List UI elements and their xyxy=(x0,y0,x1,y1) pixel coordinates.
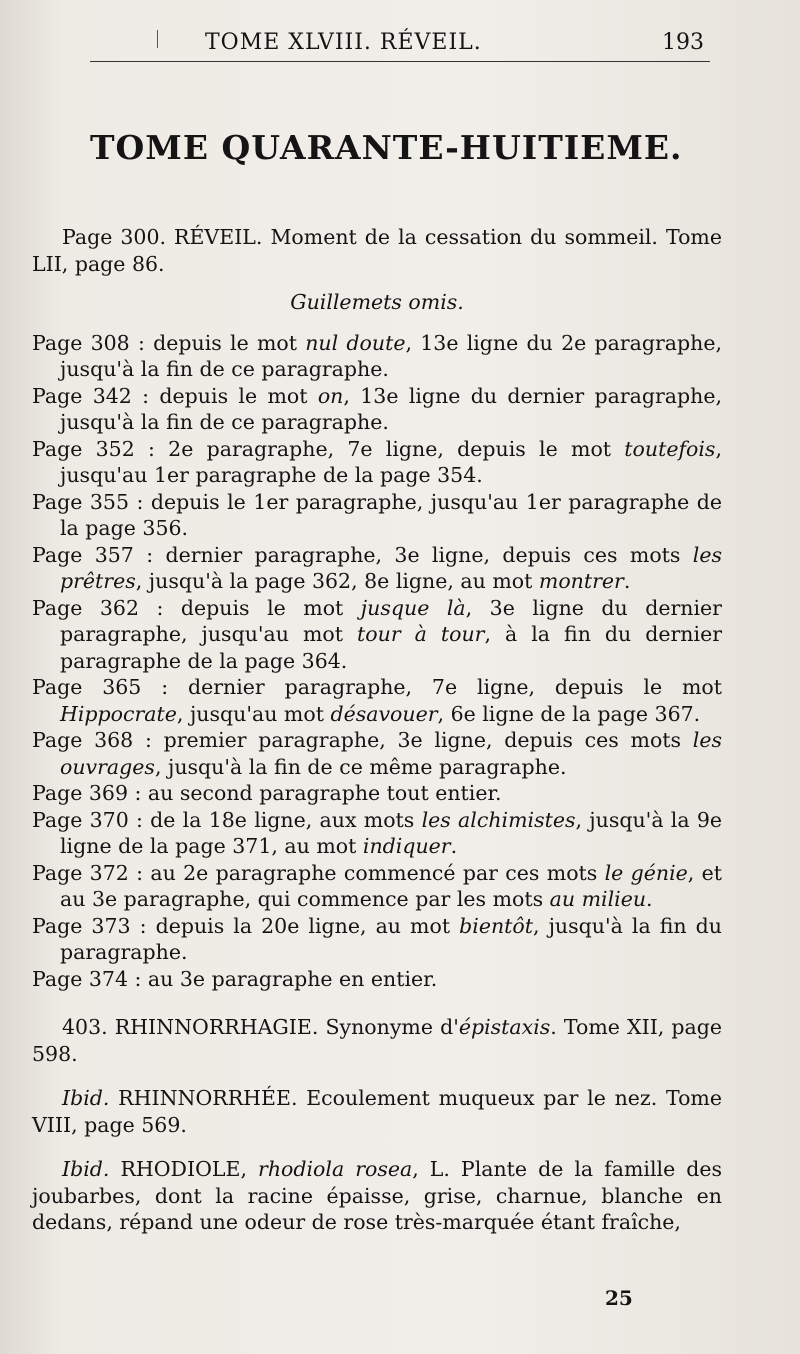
intro-line-1: Page 300. RÉVEIL. Moment de la cessation du sommeil. xyxy=(62,225,658,249)
italic-term: rhodiola rosea xyxy=(258,1157,413,1181)
dictionary-entry xyxy=(32,1156,722,1236)
text-run: Page 368 : premier paragraphe, 3e ligne, depuis ces mots xyxy=(32,728,693,752)
italic-term: au milieu xyxy=(549,887,647,911)
quote-list xyxy=(32,330,722,993)
text-run: Page 370 : de la 18e ligne, aux mots xyxy=(32,807,422,832)
intro-line-2: Tome LII, page 86. xyxy=(32,225,722,276)
italic-term: tour à tour xyxy=(357,622,485,646)
italic-term: indiquer xyxy=(362,834,451,858)
text-run: Page 373 : depuis la 20e ligne, au mot xyxy=(32,913,460,938)
running-title: TOME XLVIII. RÉVEIL. xyxy=(205,30,482,55)
quote-entry xyxy=(32,436,722,489)
text-run: , jusqu'à la page 362, 8e ligne, au mot xyxy=(135,569,539,593)
text-run: , et au 3e paragraphe, qui commence par les mots xyxy=(60,860,722,911)
text-run: . xyxy=(646,887,653,911)
italic-term: désavouer xyxy=(330,701,438,726)
quote-entry xyxy=(32,489,722,542)
running-head xyxy=(0,30,800,70)
signature-mark: 25 xyxy=(605,1286,633,1310)
text-run: Page 308 : depuis le mot xyxy=(32,330,306,355)
dictionary-entry xyxy=(32,1085,722,1138)
intro-paragraph xyxy=(32,224,722,277)
text-run: Page 355 : depuis le 1er paragraphe, jusqu'au 1er paragraphe de la page 356. xyxy=(32,489,722,540)
italic-term: toutefois xyxy=(624,436,716,461)
italic-term: les alchimistes xyxy=(421,807,576,832)
text-run: , 13e ligne du dernier paragraphe, jusqu'à la fin de ce paragraphe. xyxy=(60,383,722,434)
quote-entry xyxy=(32,807,722,860)
text-run: , jusqu'à la fin de ce même paragraphe. xyxy=(154,754,567,779)
quote-entry xyxy=(32,727,722,780)
text-run: , jusqu'à la 9e ligne de la page 371, au mot xyxy=(60,807,723,858)
italic-term: le génie xyxy=(604,860,688,885)
text-run: 403. RHINNORRHAGIE. Synonyme d' xyxy=(62,1015,459,1039)
italic-term: on xyxy=(317,383,344,408)
quote-entry xyxy=(32,542,722,595)
italic-term: bientôt xyxy=(459,913,533,938)
italic-term: jusque là xyxy=(360,595,466,620)
text-run: Page 357 : dernier paragraphe, 3e ligne, depuis ces mots xyxy=(32,542,693,567)
quote-entry xyxy=(32,913,722,966)
italic-term: montrer xyxy=(538,569,624,593)
text-run: , jusqu'à la fin du paragraphe. xyxy=(60,913,722,964)
dictionary-entry xyxy=(32,1014,722,1067)
quote-entry xyxy=(32,860,722,913)
italic-term: les prêtres xyxy=(60,542,722,593)
italic-term: Hippocrate xyxy=(60,701,177,726)
text-run: , 13e ligne du 2e paragraphe, jusqu'à la fin de ce paragraphe. xyxy=(60,330,722,381)
text-run: , jusqu'au 1er paragraphe de la page 354. xyxy=(60,436,722,487)
quote-entry xyxy=(32,330,722,383)
text-run: Page 342 : depuis le mot xyxy=(32,383,318,408)
text-run: Page 352 : 2e paragraphe, 7e ligne, depuis le mot xyxy=(32,436,625,461)
margin-mark xyxy=(157,30,158,48)
text-run: . xyxy=(623,569,631,593)
quote-entry xyxy=(32,966,722,993)
entry-list xyxy=(32,1014,722,1236)
text-run: Page 369 : au second paragraphe tout entier. xyxy=(32,781,502,805)
text-run: RHODIOLE, xyxy=(109,1157,259,1181)
text-run: , jusqu'au mot xyxy=(176,701,331,726)
text-run: RHINNORRHÉE. Ecoulement muqueux par le nez. Tome VIII, page 569. xyxy=(32,1086,722,1137)
italic-term: Ibid. xyxy=(62,1157,110,1181)
text-run: Page 374 : au 3e paragraphe en entier. xyxy=(32,966,438,991)
text-run: . xyxy=(450,834,458,858)
quote-entry xyxy=(32,780,722,807)
page-number: 193 xyxy=(662,30,704,55)
text-run: , 6e ligne de la page 367. xyxy=(437,701,701,726)
quote-entry xyxy=(32,595,722,675)
italic-term: Ibid. xyxy=(62,1086,110,1110)
header-rule xyxy=(90,61,710,62)
text-run: , à la fin du dernier paragraphe de la page 364. xyxy=(60,622,722,673)
text-run: , 3e ligne du dernier paragraphe, jusqu'au mot xyxy=(60,595,722,646)
italic-term: les ouvrages xyxy=(60,728,722,779)
section-heading: Guillemets omis. xyxy=(290,290,464,314)
page-title: TOME QUARANTE-HUITIEME. xyxy=(90,128,683,167)
body-text xyxy=(32,224,722,1236)
quote-entry xyxy=(32,674,722,727)
quote-entry xyxy=(32,383,722,436)
text-run: . Tome XII, page 598. xyxy=(32,1015,723,1066)
italic-term: nul doute xyxy=(305,330,406,355)
text-run: Page 362 : depuis le mot xyxy=(32,595,361,620)
text-run: Page 372 : au 2e paragraphe commencé par ces mots xyxy=(32,860,605,885)
italic-term: épistaxis xyxy=(458,1015,551,1039)
text-run: Page 365 : dernier paragraphe, 7e ligne, depuis le mot xyxy=(32,675,722,699)
text-run: , L. Plante de la famille des joubarbes, dont la racine épaisse, grise, charnue, blanche en dedans, répand une odeur de rose très-marquée étant fraîche, xyxy=(32,1157,722,1234)
